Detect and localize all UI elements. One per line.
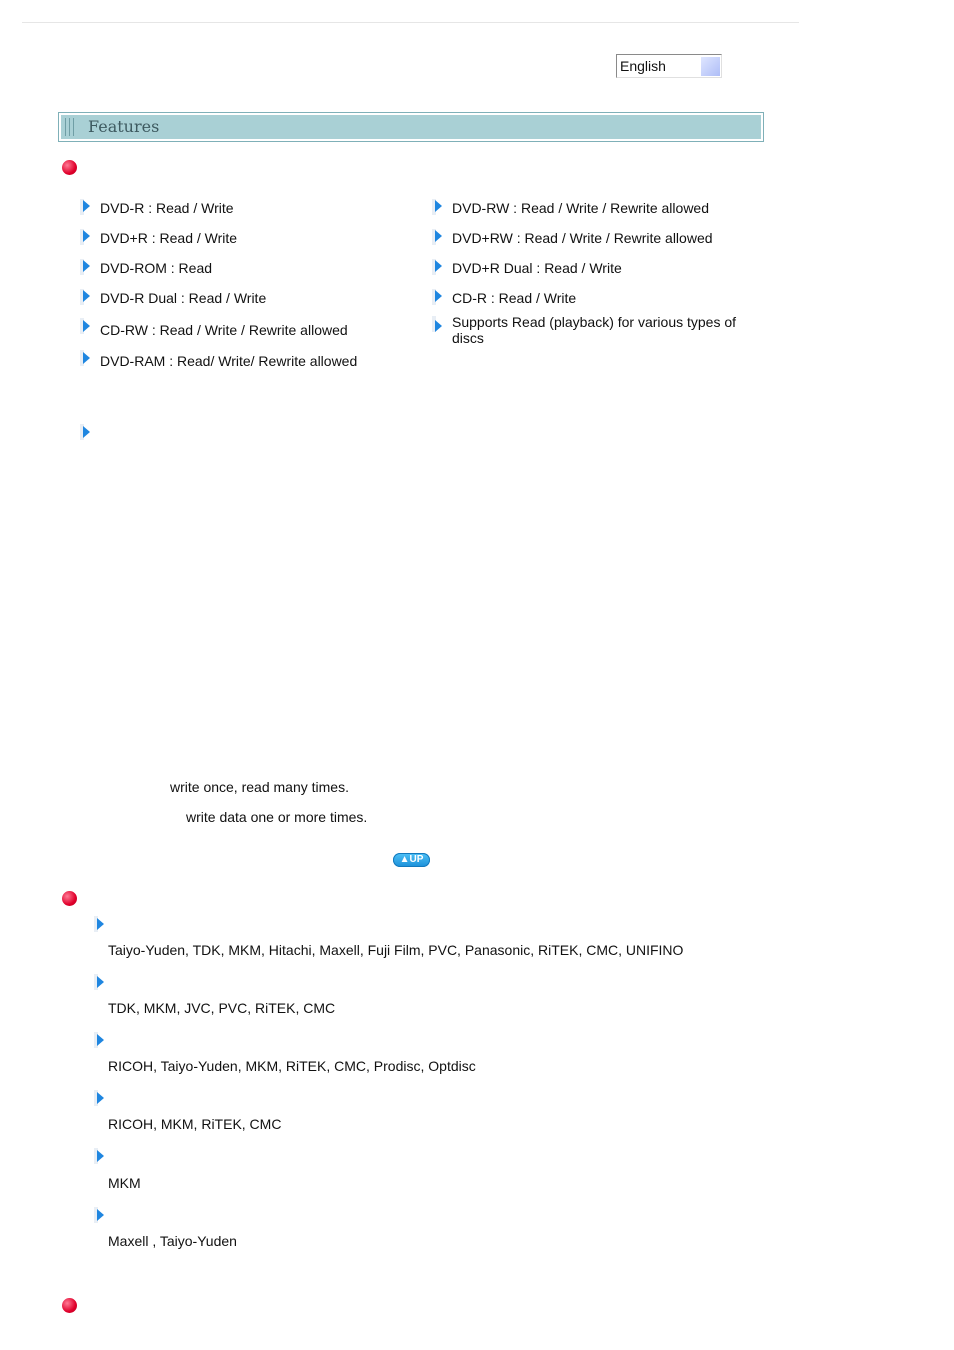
disc-type-item: Supports Read (playback) for various types of discs xyxy=(452,314,737,346)
arrow-bullet-icon xyxy=(435,320,442,332)
features-section-header xyxy=(58,112,764,142)
arrow-bullet-icon xyxy=(83,352,90,364)
disc-type-item: CD-R : Read / Write xyxy=(452,290,577,306)
disc-type-item: DVD+R Dual : Read / Write xyxy=(452,260,622,276)
manufacturer-list: RICOH, MKM, RiTEK, CMC xyxy=(108,1116,282,1132)
section-bullet-icon xyxy=(62,1298,77,1313)
arrow-bullet-icon xyxy=(97,976,104,988)
language-select-value: English xyxy=(620,58,666,74)
arrow-bullet-icon xyxy=(83,200,90,212)
manufacturer-list: TDK, MKM, JVC, PVC, RiTEK, CMC xyxy=(108,1000,336,1016)
disc-type-item: DVD-RW : Read / Write / Rewrite allowed xyxy=(452,200,709,216)
bars-icon xyxy=(65,118,77,136)
arrow-bullet-icon xyxy=(83,230,90,242)
arrow-bullet-icon xyxy=(435,230,442,242)
arrow-bullet-icon xyxy=(83,290,90,302)
arrow-bullet-icon xyxy=(435,200,442,212)
arrow-bullet-icon xyxy=(97,1034,104,1046)
manufacturer-list: Taiyo-Yuden, TDK, MKM, Hitachi, Maxell, Fuji Film, PVC, Panasonic, RiTEK, CMC, UNIFINO xyxy=(108,942,684,958)
section-bullet-icon xyxy=(62,891,77,906)
note-write-once: write once, read many times. xyxy=(170,779,349,795)
arrow-bullet-icon xyxy=(435,260,442,272)
back-to-top-button[interactable]: ▲UP xyxy=(393,853,430,867)
arrow-bullet-icon xyxy=(97,918,104,930)
dropdown-arrow-icon[interactable] xyxy=(701,57,720,76)
arrow-bullet-icon xyxy=(97,1209,104,1221)
disc-type-item: DVD+RW : Read / Write / Rewrite allowed xyxy=(452,230,713,246)
arrow-bullet-icon xyxy=(435,290,442,302)
section-bullet-icon xyxy=(62,160,77,175)
arrow-bullet-icon xyxy=(83,320,90,332)
disc-type-item: DVD-R Dual : Read / Write xyxy=(100,290,267,306)
disc-type-item: DVD-R : Read / Write xyxy=(100,200,234,216)
disc-type-item: DVD-ROM : Read xyxy=(100,260,213,276)
arrow-bullet-icon xyxy=(97,1150,104,1162)
disc-type-item: CD-RW : Read / Write / Rewrite allowed xyxy=(100,322,348,338)
arrow-bullet-icon xyxy=(83,260,90,272)
note-write-data: write data one or more times. xyxy=(186,809,368,825)
manufacturer-list: RICOH, Taiyo-Yuden, MKM, RiTEK, CMC, Prodisc, Optdisc xyxy=(108,1058,476,1074)
top-divider xyxy=(22,22,799,23)
arrow-bullet-icon xyxy=(83,426,90,438)
disc-type-item: DVD+R : Read / Write xyxy=(100,230,238,246)
section-title: Features xyxy=(88,117,160,136)
manufacturer-list: Maxell , Taiyo-Yuden xyxy=(108,1233,237,1249)
language-select[interactable] xyxy=(616,54,722,78)
manufacturer-list: MKM xyxy=(108,1175,141,1191)
arrow-bullet-icon xyxy=(97,1092,104,1104)
disc-type-item: DVD-RAM : Read/ Write/ Rewrite allowed xyxy=(100,353,358,369)
